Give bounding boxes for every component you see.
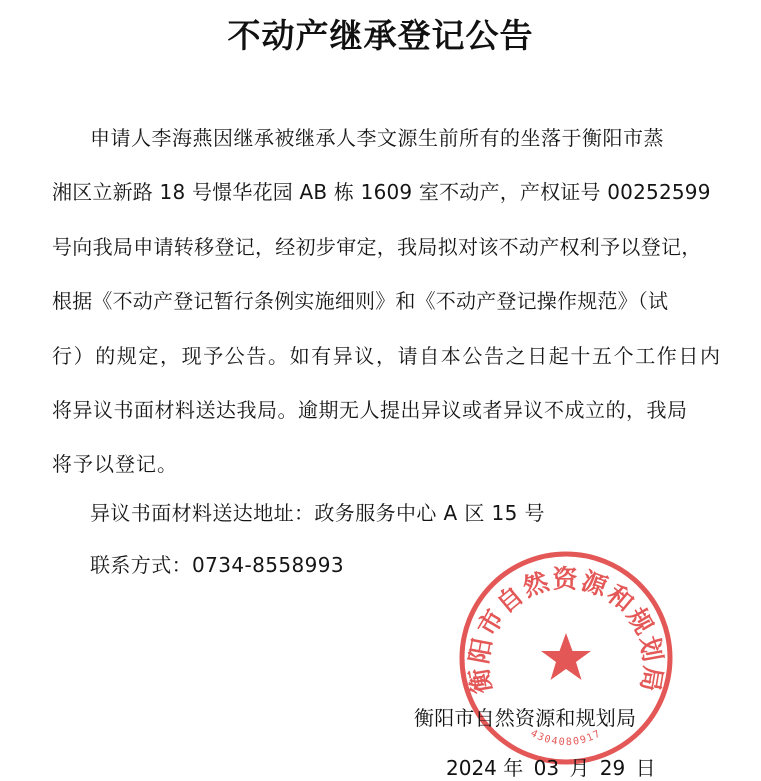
body-line-5: 行）的规定，现予公告。如有异议，请自本公告之日起十五个工作日内 — [52, 344, 722, 368]
date-day-unit: 日 — [635, 756, 656, 780]
date-year-unit: 年 — [503, 756, 524, 780]
body-line-6: 将异议书面材料送达我局。逾期无人提出异议或者异议不成立的，我局 — [52, 398, 688, 422]
date-day: 29 — [599, 756, 626, 780]
date-year: 2024 — [446, 756, 497, 780]
body-line-4: 根据《不动产登记暂行条例实施细则》和《不动产登记操作规范》（试 — [52, 289, 669, 313]
official-seal-stamp — [455, 547, 677, 769]
date-month: 03 — [533, 756, 560, 780]
body-line-3: 号向我局申请转移登记，经初步审定，我局拟对该不动产权利予以登记， — [52, 235, 702, 259]
issue-date — [446, 752, 656, 781]
seal-org-text: 衡阳市自然资源和规划局 — [464, 564, 668, 696]
contact-info: 联系方式：0734-8558993 — [90, 553, 344, 577]
seal-code-text: 4304080917 — [528, 728, 604, 749]
signer-name: 衡阳市自然资源和规划局 — [414, 706, 637, 730]
star-icon — [541, 633, 591, 680]
body-line-7: 将予以登记。 — [52, 452, 178, 476]
date-month-unit: 月 — [569, 756, 590, 780]
body-line-2: 湘区立新路 18 号憬华花园 AB 栋 1609 室不动产，产权证号 00252599 — [52, 180, 711, 204]
page-title: 不动产继承登记公告 — [227, 16, 534, 55]
body-line-1: 申请人李海燕因继承被继承人李文源生前所有的坐落于衡阳市蒸 — [90, 126, 664, 150]
objection-address: 异议书面材料送达地址：政务服务中心 A 区 15 号 — [90, 501, 545, 525]
